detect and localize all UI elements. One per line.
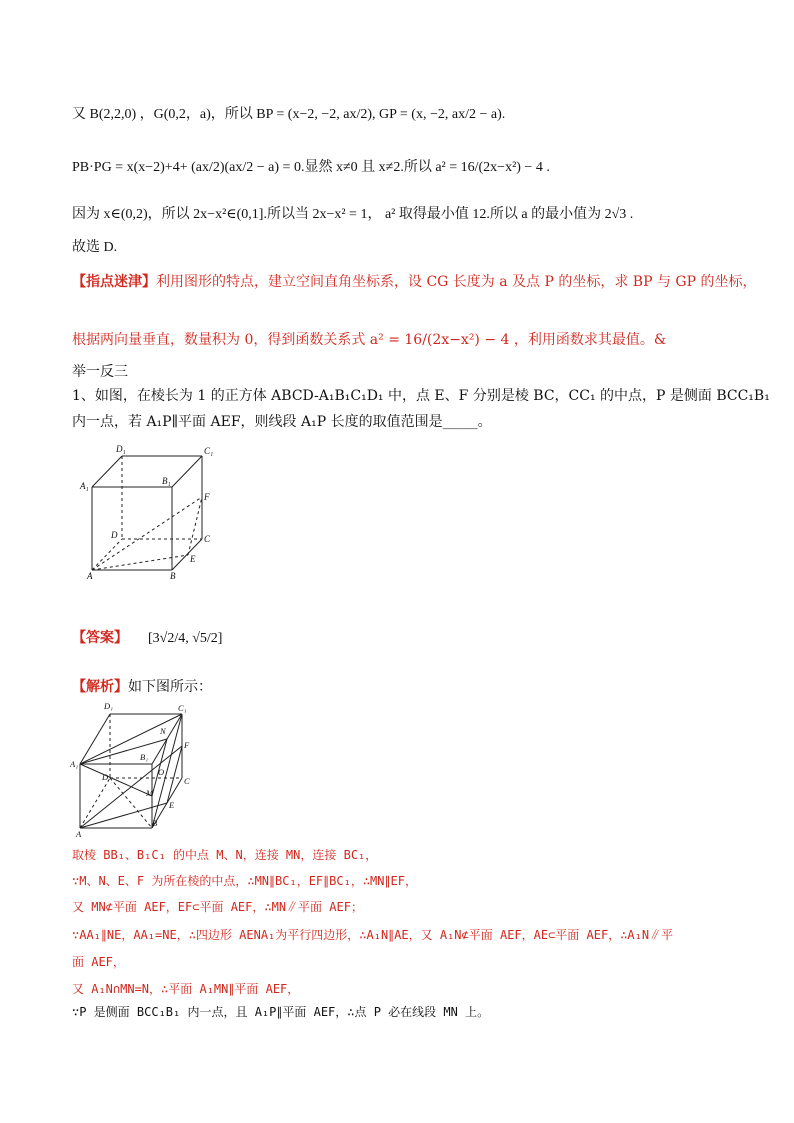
label2-d1: D₁ xyxy=(104,701,114,711)
cube-figure-1 xyxy=(78,442,228,580)
label2-a1: A₁ xyxy=(70,759,79,769)
label-b1: B₁ xyxy=(162,476,171,486)
solution-step-1: 取棱 BB₁、B₁C₁ 的中点 M、N，连接 MN，连接 BC₁， xyxy=(72,848,378,862)
hint-label: 【指点迷津】 xyxy=(72,274,156,290)
solution-step-2: ∵M、N、E、F 为所在棱的中点，∴MN∥BC₁，EF∥BC₁，∴MN∥EF， xyxy=(72,874,417,888)
label-e: E xyxy=(190,554,196,564)
label-d: D xyxy=(111,530,118,540)
solution-line-1: 又 B(2,2,0) ，G(0,2，a)，所以 BP = (x−2, −2, ax/2), GP = (x, −2, ax/2 − a). xyxy=(72,107,506,122)
label2-c1: C₁ xyxy=(178,703,187,713)
analysis-label: 【解析】 xyxy=(72,679,128,695)
solution-line-2: PB·PG = x(x−2)+4+ (ax/2)(ax/2 − a) = 0.显然 x≠0 且 x≠2.所以 a² = 16/(2x−x²) − 4 . xyxy=(72,160,550,175)
label2-c: C xyxy=(184,776,190,786)
hint-text-1: 利用图形的特点，建立空间直角坐标系，设 CG 长度为 a 及点 P 的坐标，求 BP 与 GP 的坐标， xyxy=(156,274,757,290)
answer-label: 【答案】 xyxy=(72,630,128,646)
analysis-text: 如下图所示： xyxy=(128,679,212,695)
solution-step-4: ∵AA₁∥NE，AA₁=NE，∴四边形 AENA₁为平行四边形，∴A₁N∥AE，又 A₁N⊄平面 AEF，AE⊂平面 AEF，∴A₁N∥平 xyxy=(72,928,674,942)
label2-o: O xyxy=(158,767,165,777)
section-title: 举一反三 xyxy=(72,364,128,380)
label-c: C xyxy=(204,534,211,544)
label-d1: D₁ xyxy=(116,444,126,454)
label2-b1: B₁ xyxy=(140,752,149,762)
label2-b: B xyxy=(152,818,158,828)
answer-value: [3√2/4, √5/2] xyxy=(148,631,223,646)
label-a1: A₁ xyxy=(80,481,89,491)
label2-a: A xyxy=(76,829,82,838)
hint-line-1 xyxy=(72,272,756,292)
solution-step-3: 又 MN⊄平面 AEF，EF⊂平面 AEF，∴MN∥平面 AEF； xyxy=(72,900,363,914)
problem-line-2: 内一点，若 A₁P∥平面 AEF，则线段 A₁P 长度的取值范围是_____。 xyxy=(72,414,492,430)
label-b: B xyxy=(170,571,176,580)
solution-line-4: 故选 D. xyxy=(72,240,118,255)
solution-line-3: 因为 x∈(0,2)，所以 2x−x²∈(0,1].所以当 2x−x² = 1， a² 取得最小值 12.所以 a 的最小值为 2√3 . xyxy=(72,207,634,222)
label-c1: C₁ xyxy=(204,446,214,456)
label2-f: F xyxy=(184,740,190,750)
analysis-line xyxy=(72,677,212,697)
label2-e: E xyxy=(169,800,175,810)
label-f: F xyxy=(204,492,210,502)
cube-figure-2 xyxy=(70,698,200,838)
problem-line-1: 1、如图，在棱长为 1 的正方体 ABCD-A₁B₁C₁D₁ 中，点 E、F 分别是棱 BC，CC₁ 的中点，P 是侧面 BCC₁B₁ xyxy=(72,388,770,404)
label2-m: M xyxy=(146,788,154,798)
solution-step-7: ∵P 是侧面 BCC₁B₁ 内一点，且 A₁P∥平面 AEF，∴点 P 必在线段 MN 上。 xyxy=(72,1005,490,1019)
solution-step-6: 又 A₁N∩MN=N，∴平面 A₁MN∥平面 AEF， xyxy=(72,982,300,996)
answer-line xyxy=(72,628,222,649)
hint-text-2: 根据两向量垂直，数量积为 0，得到函数关系式 a² = 16/(2x−x²) − 4 ，利用函数求其最值。& xyxy=(72,332,667,348)
label2-n: N xyxy=(160,726,166,736)
label2-d: D xyxy=(102,772,109,782)
label-a: A xyxy=(87,571,93,580)
solution-step-5: 面 AEF， xyxy=(72,955,125,969)
